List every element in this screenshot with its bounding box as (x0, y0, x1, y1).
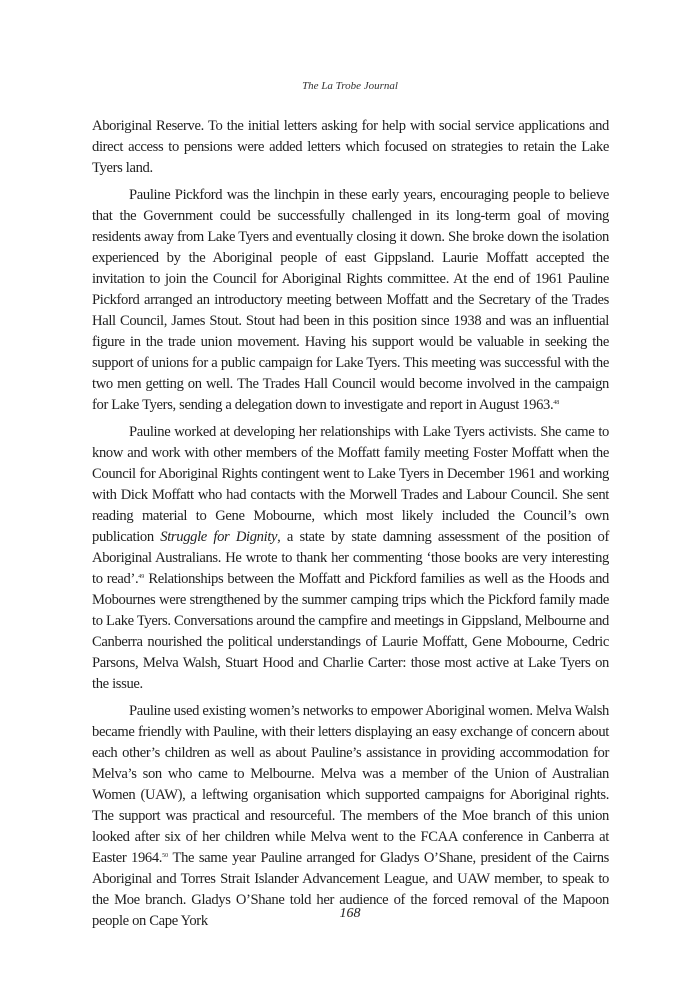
paragraph-text: Pauline worked at developing her relationships with Lake Tyers activists. She came to know and work with other members of the Moffatt family meeting Foster Moffatt when the Council for Aboriginal Rights contingent went to Lake Tyers in December 1961 and working with Dick Moffatt who had contacts with the Morwell Trades and Labour Council. She sent reading material to Gene Mobourne, which most likely included the Council’s own publication (92, 424, 609, 545)
footnote-reference: 50 (162, 853, 169, 859)
paragraph-text: , a state by state damning assessment of the position of Aboriginal Australians. He wrote to thank her commenting ‘those books are very interesting to read’. (92, 529, 610, 587)
page-number: 168 (339, 906, 361, 921)
footnote-reference: 48 (553, 400, 560, 406)
publication-title: Struggle for Dignity (160, 529, 278, 545)
body-text (92, 116, 609, 938)
paragraph-text: Relationships between the Moffatt and Pickford families as well as the Hoods and Mobournes were strengthened by the summer camping trips which the Pickford family made to Lake Tyers. Conversations around the campfire and meetings in Gippsland, Melbourne and Canberra nourished the political understandings of Laurie Moffatt, Gene Mobourne, Cedric Parsons, Melva Walsh, Stuart Hood and Charlie Carter: those most active at Lake Tyers on the issue. (92, 571, 609, 692)
paragraph-2 (92, 185, 609, 416)
paragraph-3 (92, 422, 609, 695)
footnote-reference: 49 (138, 574, 145, 580)
paragraph-text: Aboriginal Reserve. To the initial letters asking for help with social service applications and direct access to pensions were added letters which focused on strategies to retain the Lake Tyers land. (92, 118, 609, 176)
running-head: The La Trobe Journal (302, 80, 398, 92)
paragraph-4 (92, 701, 609, 932)
paragraph-text: Pauline used existing women’s networks to empower Aboriginal women. Melva Walsh became friendly with Pauline, with their letters displaying an easy exchange of concern about each other’s children as well as about Pauline’s assistance in providing accommodation for Melva’s son who came to Melbourne. Melva was a member of the Union of Australian Women (UAW), a leftwing organisation which supported campaigns for Aboriginal rights. The support was practical and resourceful. The members of the Moe branch of this union looked after six of her children while Melva went to the FCAA conference in Canberra at Easter 1964. (92, 703, 609, 866)
paragraph-text: Pauline Pickford was the linchpin in these early years, encouraging people to believe that the Government could be successfully challenged in its long-term goal of moving residents away from Lake Tyers and eventually closing it down. She broke down the isolation experienced by the Aboriginal people of east Gippsland. Laurie Moffatt accepted the invitation to join the Council for Aboriginal Rights committee. At the end of 1961 Pauline Pickford arranged an introductory meeting between Moffatt and the Secretary of the Trades Hall Council, James Stout. Stout had been in this position since 1938 and was an influential figure in the trade union movement. Having his support would be valuable in seeking the support of unions for a public campaign for Lake Tyers. This meeting was successful with the two men getting on well. The Trades Hall Council would become involved in the campaign for Lake Tyers, sending a delegation down to investigate and report in August 1963. (92, 187, 609, 413)
paragraph-1 (92, 116, 609, 179)
paragraph-text: The same year Pauline arranged for Gladys O’Shane, president of the Cairns Aboriginal and Torres Strait Islander Advancement League, and UAW member, to speak to the Moe branch. Gladys O’Shane told her audience of the forced removal of the Mapoon people on Cape York (92, 850, 610, 929)
